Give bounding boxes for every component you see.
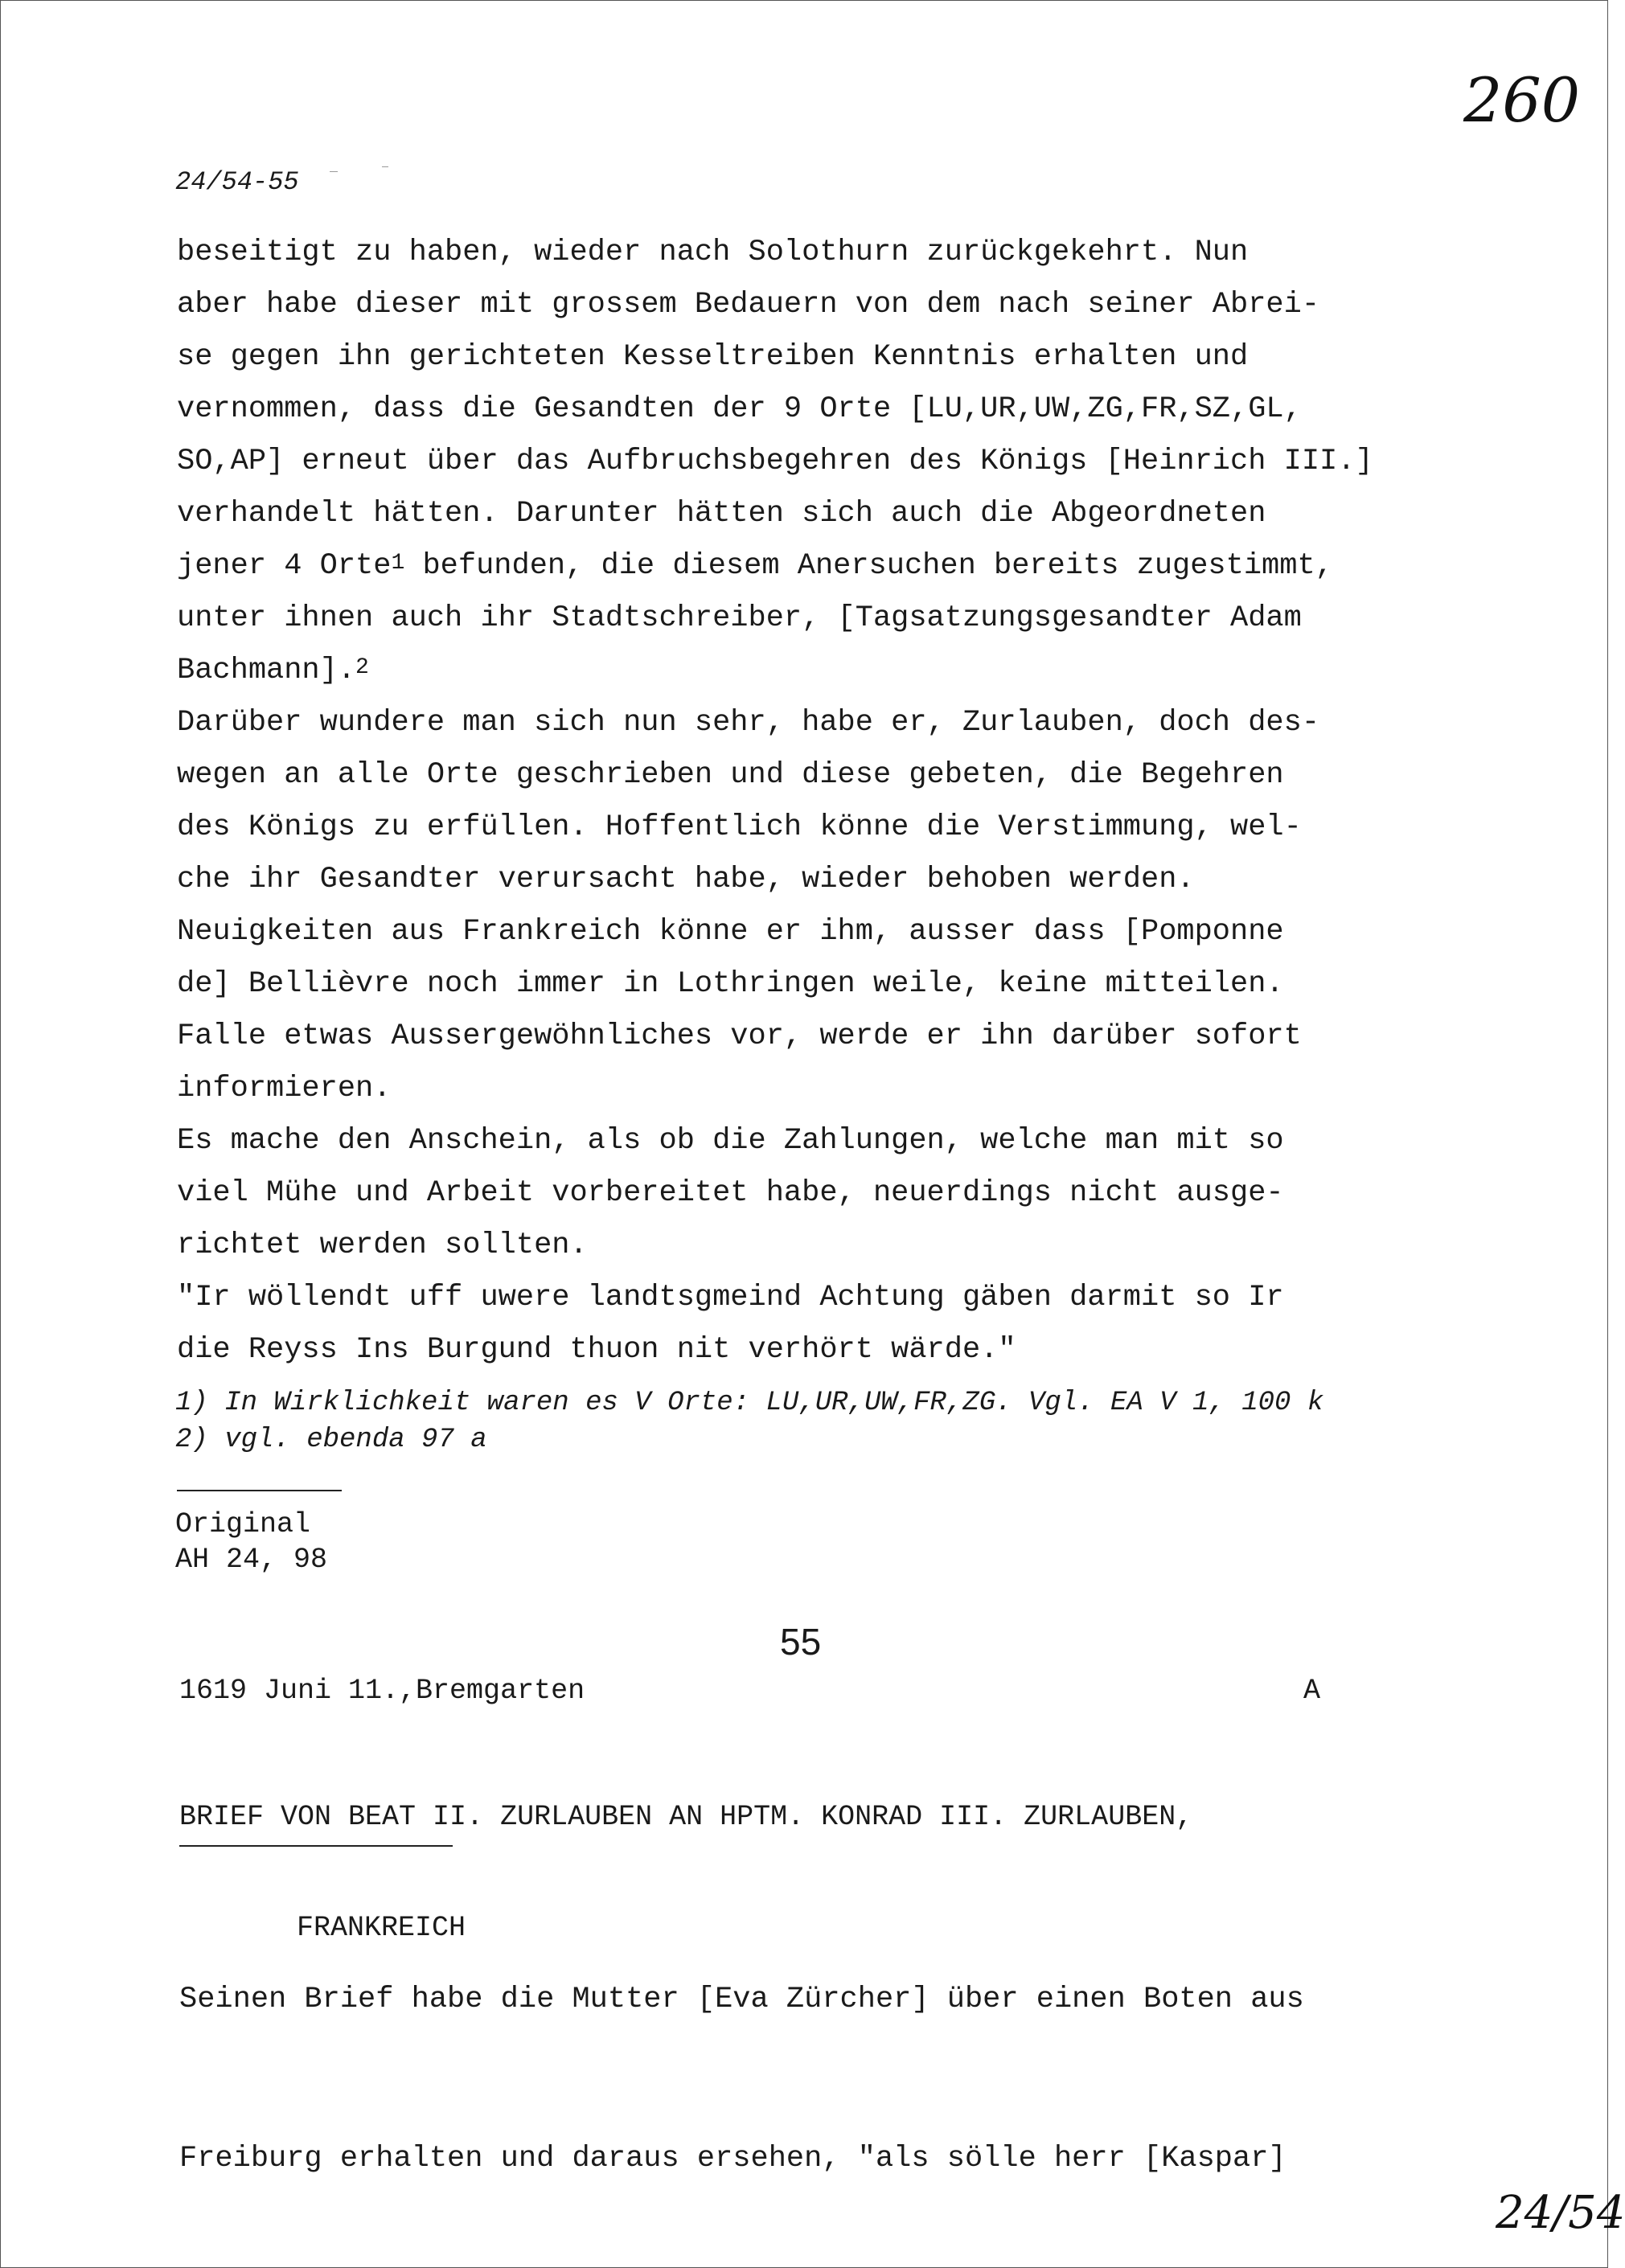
text-line	[177, 1220, 1479, 1272]
text-segment: Bachmann].	[177, 654, 356, 687]
document-type-letter: A	[1303, 1675, 1321, 1707]
text-segment: befunden, die diesem Anersuchen bereits zugestimmt,	[404, 549, 1333, 583]
heading-line-1: BRIEF VON BEAT II. ZURLAUBEN AN HPTM. KONRAD III. ZURLAUBEN,	[179, 1801, 1193, 1833]
text-segment: de] Bellièvre noch immer in Lothringen weile, keine mitteilen.	[177, 967, 1284, 1001]
source-type: Original	[175, 1508, 311, 1540]
text-line	[177, 1167, 1479, 1220]
handwritten-archive-number: 24/54	[1496, 2187, 1625, 2239]
text-line	[177, 488, 1479, 540]
text-segment: verhandelt hätten. Darunter hätten sich auch die Abgeordneten	[177, 497, 1266, 531]
handwritten-page-number: 260	[1463, 64, 1581, 136]
text-line	[177, 540, 1479, 593]
text-line	[177, 1272, 1479, 1324]
text-segment: unter ihnen auch ihr Stadtschreiber, [Tagsatzungsgesandter Adam	[177, 601, 1302, 635]
text-segment: se gegen ihn gerichteten Kesseltreiben Kenntnis erhalten und	[177, 340, 1249, 374]
reference-number: 24/54-55	[175, 167, 299, 197]
footnote-1: 1) In Wirklichkeit waren es V Orte: LU,UR,UW,FR,ZG. Vgl. EA V 1, 100 k	[175, 1388, 1324, 1418]
source-block	[175, 1507, 327, 1577]
scan-mark	[330, 171, 338, 172]
text-line	[177, 906, 1479, 958]
text-line: Seinen Brief habe die Mutter [Eva Zürcher] über einen Boten aus	[179, 1983, 1304, 2016]
text-line: Freiburg erhalten und daraus ersehen, "als sölle herr [Kaspar]	[179, 2142, 1286, 2176]
text-line	[177, 331, 1479, 383]
text-segment: Falle etwas Aussergewöhnliches vor, werde er ihn darüber sofort	[177, 1019, 1302, 1053]
footnotes	[175, 1384, 1323, 1458]
text-line	[177, 1063, 1479, 1115]
source-location: AH 24, 98	[175, 1544, 328, 1576]
text-line	[177, 645, 1479, 697]
text-line	[177, 854, 1479, 906]
text-segment: die Reyss Ins Burgund thuon nit verhört wärde."	[177, 1333, 1016, 1367]
scan-mark	[382, 166, 388, 167]
text-segment: "Ir wöllendt uff uwere landtsgmeind Achtung gäben darmit so Ir	[177, 1281, 1284, 1314]
text-segment: richtet werden sollten.	[177, 1228, 588, 1262]
letter-summary-text	[177, 227, 1479, 1376]
text-line	[177, 697, 1479, 749]
text-line	[177, 279, 1479, 331]
text-segment: jener 4 Orte	[177, 549, 392, 583]
text-segment: informieren.	[177, 1072, 392, 1105]
text-segment: des Königs zu erfüllen. Hoffentlich könne die Verstimmung, wel-	[177, 810, 1302, 844]
text-segment: Es mache den Anschein, als ob die Zahlungen, welche man mit so	[177, 1124, 1284, 1158]
text-line	[177, 1115, 1479, 1167]
text-segment: viel Mühe und Arbeit vorbereitet habe, neuerdings nicht ausge-	[177, 1176, 1284, 1210]
text-line	[177, 593, 1479, 645]
text-segment: Darüber wundere man sich nun sehr, habe er, Zurlauben, doch des-	[177, 706, 1320, 740]
footnote-marker: 2	[355, 655, 369, 680]
text-line	[177, 436, 1479, 488]
text-line	[177, 383, 1479, 436]
text-segment: beseitigt zu haben, wieder nach Solothurn zurückgekehrt. Nun	[177, 236, 1249, 269]
text-line	[177, 227, 1479, 279]
heading-line-2: FRANKREICH	[297, 1912, 466, 1944]
text-line	[177, 802, 1479, 854]
text-segment: SO,AP] erneut über das Aufbruchsbegehren des Königs [Heinrich III.]	[177, 445, 1373, 478]
divider-rule	[179, 1845, 453, 1847]
text-line	[177, 958, 1479, 1011]
text-line	[177, 1011, 1479, 1063]
divider-rule	[177, 1490, 342, 1491]
text-line	[177, 1324, 1479, 1376]
next-letter-text	[179, 1867, 1304, 2238]
document-number: 55	[780, 1621, 822, 1663]
text-segment: vernommen, dass die Gesandten der 9 Orte [LU,UR,UW,ZG,FR,SZ,GL,	[177, 392, 1302, 426]
text-segment: aber habe dieser mit grossem Bedauern von dem nach seiner Abrei-	[177, 288, 1320, 322]
footnote-marker: 1	[391, 551, 405, 576]
text-segment: che ihr Gesandter verursacht habe, wieder behoben werden.	[177, 863, 1195, 896]
text-line	[177, 749, 1479, 802]
document-date-place: 1619 Juni 11.,Bremgarten	[179, 1675, 585, 1707]
footnote-2: 2) vgl. ebenda 97 a	[175, 1425, 487, 1455]
text-segment: wegen an alle Orte geschrieben und diese gebeten, die Begehren	[177, 758, 1284, 792]
text-segment: Neuigkeiten aus Frankreich könne er ihm, ausser dass [Pomponne	[177, 915, 1284, 949]
